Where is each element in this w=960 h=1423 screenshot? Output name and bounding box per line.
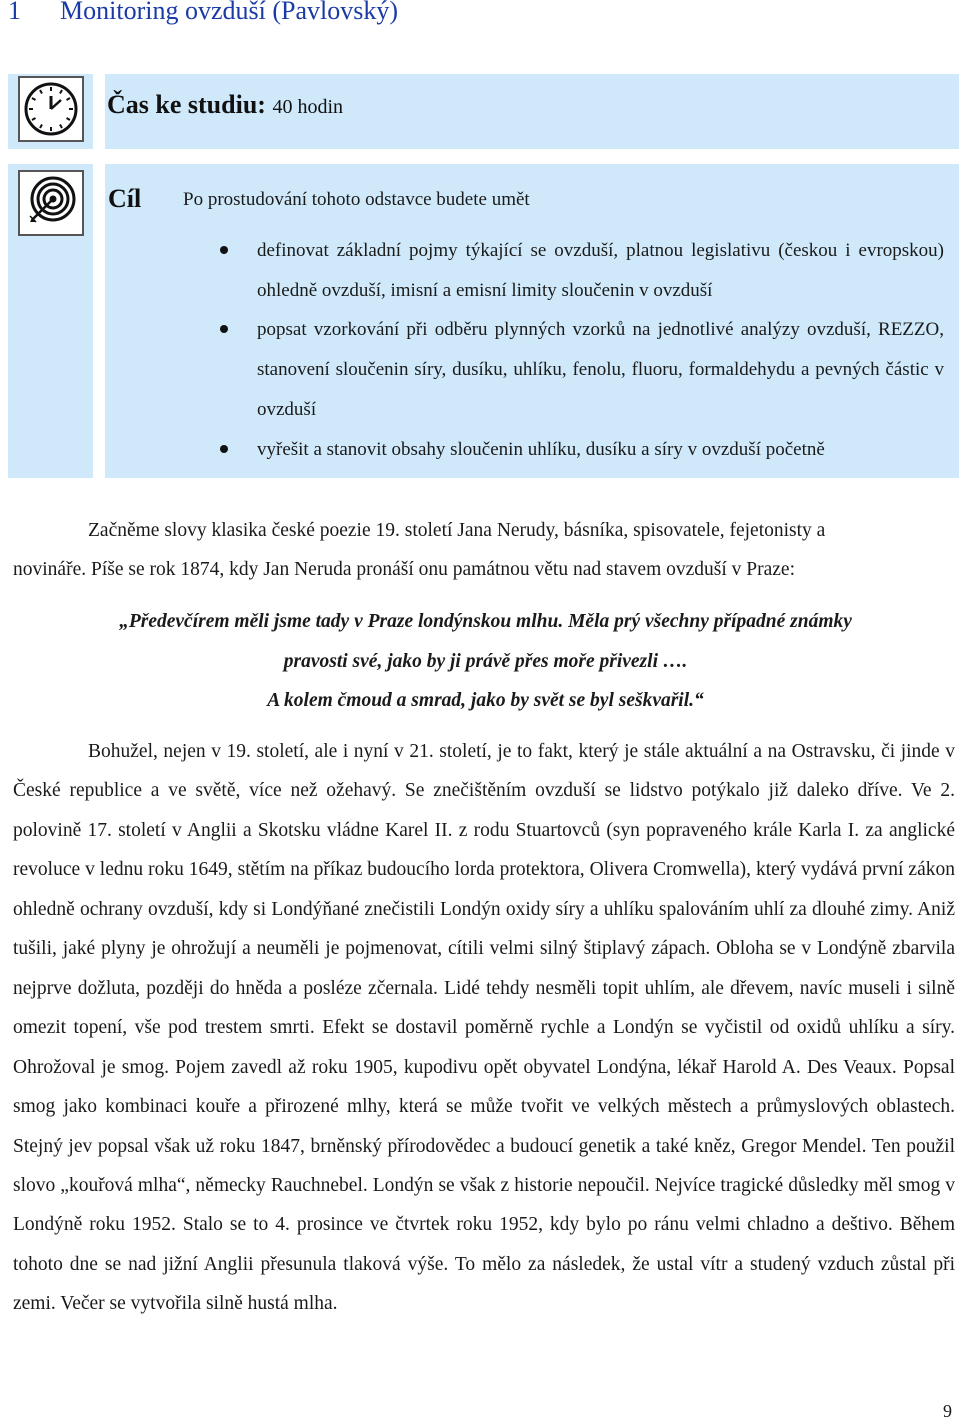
bullet-icon xyxy=(220,246,228,254)
section-heading xyxy=(8,0,398,26)
quote-line-2: pravosti své, jako by ji právě přes moře přivezli …. xyxy=(283,650,688,672)
section-number: 1 xyxy=(8,0,21,25)
main-paragraph: Bohužel, nejen v 19. století, ale i nyní v 21. století, je to fakt, který je stále aktuální a na Ostravsku, či jinde v České republice a ve světě, více než ožehavý. Se znečištěním ovzduší se lidstvo potýkalo již daleko dříve. Ve 2. polovině 17. století v Anglii a Skotsku vládne Karel II. z rodu Stuartovců (syn popraveného krále Karla I. za anglické revoluce v lednu roku 1649, stětím na příkaz budoucího lorda protektora, Olivera Cromwella), který vydává první zákon ohledně ochrany ovzduší, kdy si Londýňané znečistili Londýn oxidy síry a uhlíku spalováním uhlí za dlouhé zimy. Aniž tušili, jaké plyny je ohrožují a neuměli je pojmenovat, cítili velmi silný štiplavý zápach. Obloha se v Londýně zbarvila nejprve dožluta, později do hněda a posléze zčernala. Lidé tehdy nesměli topit uhlím, ale dřevem, navíc museli i silně omezit topení, vše pod trestem smrti. Efekt se dostavil poměrně rychle a Londýn se vyčistil od oxidů uhlíku a síry. Ohrožoval je smog. Pojem zavedl až roku 1905, kupodivu opět obyvatel Londýna, lékař Harold A. Des Veaux. Popsal smog jako kombinaci kouře a přirozené mlhy, která se může tvořit ve velkých městech a průmyslových oblastech. Stejný jev popsal však už roku 1847, brněnský přírodovědec a budoucí genetik a také kněz, Gregor Mendel. Ten použil slovo „kouřová mlha“, německy Rauchnebel. Londýn se však z historie nepoučil. Nejvíce tragické důsledky měl smog v Londýně roku 1952. Stalo se to 4. prosince ve čtvrtek roku 1952, kdy bylo po ránu velmi chladno a deštivo. Během tohoto dne se nad jižní Anglii přesunula tlaková výše. To mělo za následek, že ustal vítr a studený vzduch zůstal při zemi. Večer se vytvořila silně hustá mlha. xyxy=(13,741,955,1315)
goal-item-text: definovat základní pojmy týkající se ovzduší, platnou legislativu (českou i evropskou) ohledně ovzduší, imisní a emisní limity sloučenin v ovzduší xyxy=(257,240,944,301)
clock-icon xyxy=(18,76,84,142)
goal-list xyxy=(220,231,944,469)
intro-paragraph xyxy=(13,511,955,590)
page-number: 9 xyxy=(943,1401,952,1421)
study-time xyxy=(107,90,343,120)
study-time-value: 40 hodin xyxy=(272,96,343,118)
target-icon xyxy=(18,170,84,236)
bullet-icon xyxy=(220,325,228,333)
goal-item-text: vyřešit a stanovit obsahy sloučenin uhlíku, dusíku a síry v ovzduší početně xyxy=(257,438,825,460)
box-separator xyxy=(8,149,959,164)
study-time-label: Čas ke studiu: xyxy=(107,90,266,119)
section-title: Monitoring ovzduší (Pavlovský) xyxy=(60,0,398,25)
neruda-quote xyxy=(13,602,958,721)
quote-line-1: „Předevčírem měli jsme tady v Praze londýnskou mlhu. Měla prý všechny případné známky xyxy=(119,611,852,632)
bullet-icon xyxy=(220,445,228,453)
goal-label: Cíl xyxy=(108,184,142,213)
intro-line-1: Začněme slovy klasika české poezie 19. století Jana Nerudy, básníka, spisovatele, fejetonisty a xyxy=(88,520,826,541)
goal-item-text: popsat vzorkování při odběru plynných vzorků na jednotlivé analýzy ovzduší, REZZO, stanovení sloučenin síry, dusíku, uhlíku, fenolu, fluoru, formaldehydu a pevných částic v ovzduší xyxy=(257,319,944,420)
quote-line-3: A kolem čmoud a smrad, jako by svět se byl seškvařil.“ xyxy=(267,690,704,711)
goal-item xyxy=(220,310,944,429)
intro-line-2: novináře. Píše se rok 1874, kdy Jan Neruda pronáší onu památnou větu nad stavem ovzduší v Praze: xyxy=(13,559,795,581)
goal-item xyxy=(220,231,944,310)
icon-column-gap xyxy=(93,74,105,478)
goal-item xyxy=(220,430,944,470)
goal-intro: Po prostudování tohoto odstavce budete umět xyxy=(183,189,530,210)
